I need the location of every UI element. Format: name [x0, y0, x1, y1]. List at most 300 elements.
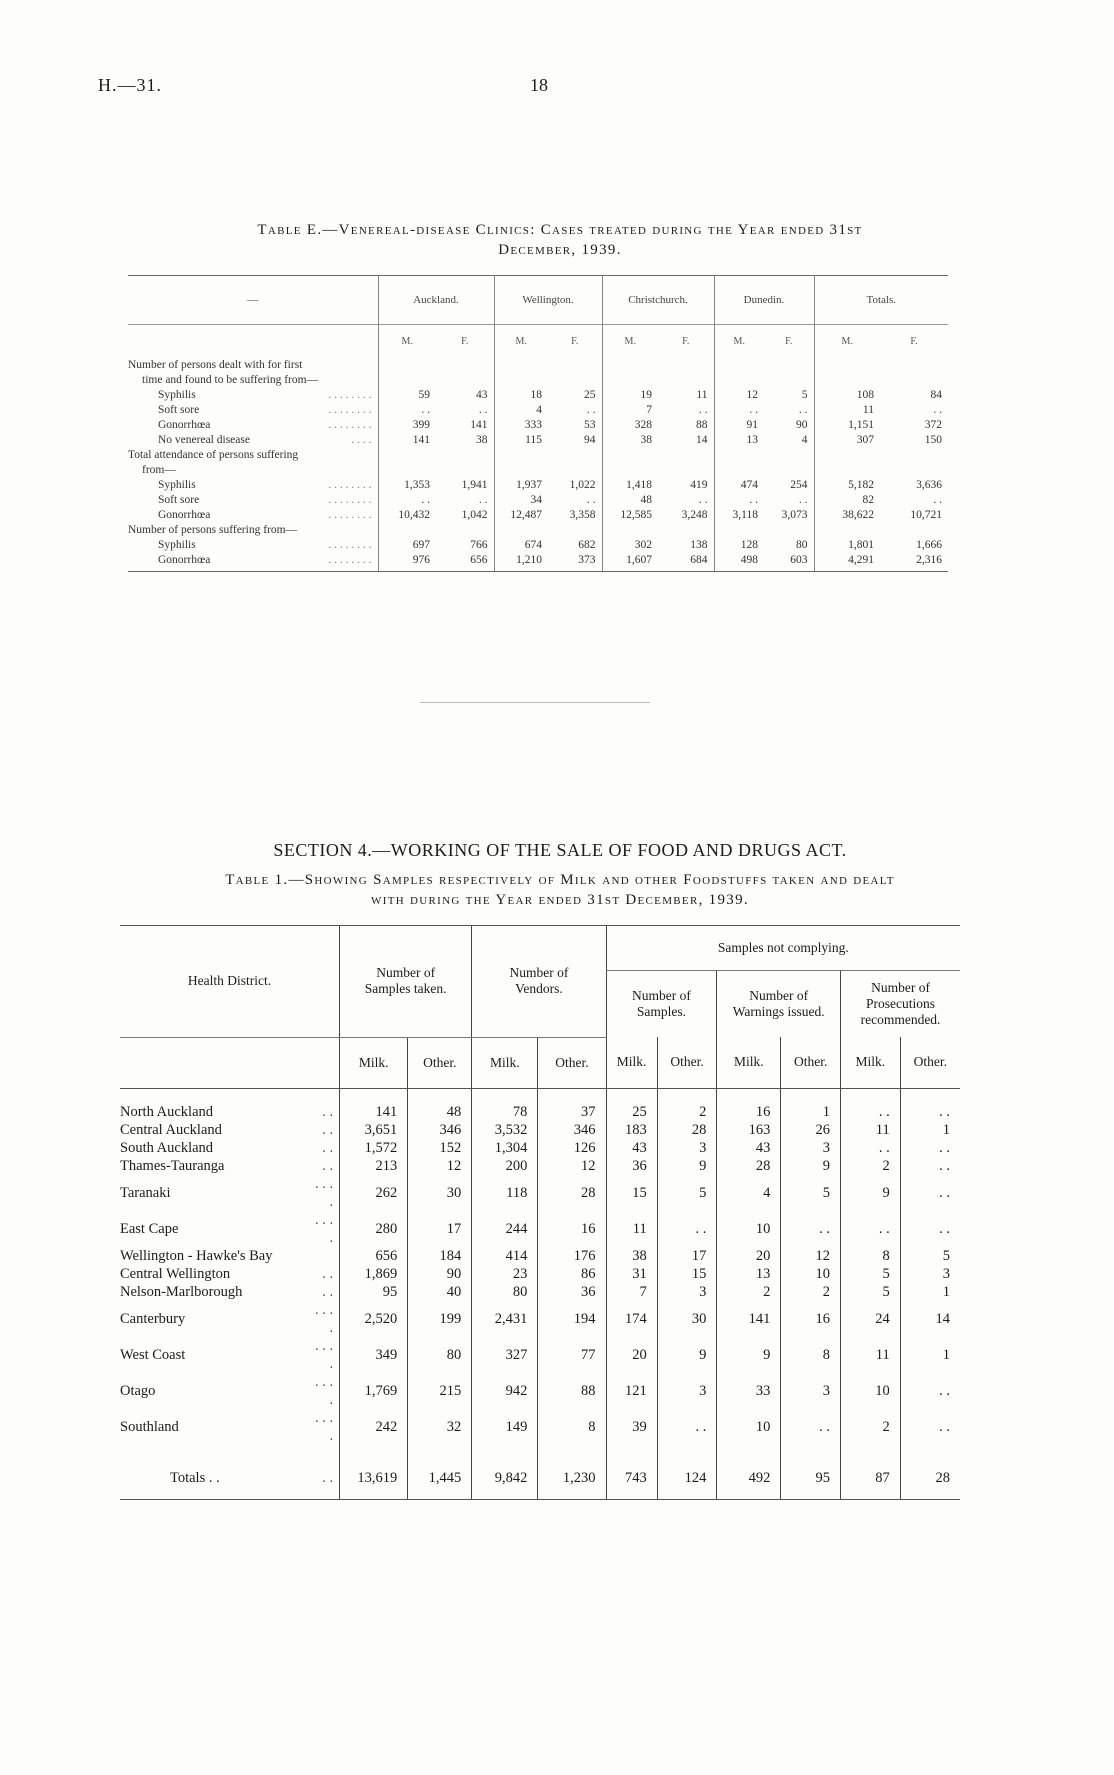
table-1-cell: 9: [781, 1157, 841, 1175]
district-name: North Auckland: [120, 1103, 214, 1120]
table-1-cell: 1,769: [340, 1373, 408, 1409]
table-e-row: [128, 477, 948, 492]
table-1-cell: 31: [606, 1265, 657, 1283]
samples-taken-header: Number of Samples taken.: [340, 926, 472, 1038]
table-1-cell: 2: [657, 1103, 717, 1121]
table-e-cell: 82: [814, 492, 880, 507]
table-e-cell: 684: [690, 553, 708, 566]
table-1-cell: 2: [717, 1283, 781, 1301]
table-1-cell: 5: [781, 1175, 841, 1211]
table-e-cell: 34: [494, 492, 548, 507]
table-1-cell: 14: [900, 1301, 960, 1337]
section-heading-text: time and found to be suffering from—: [142, 373, 319, 386]
leader-dots: . . . . . . . .: [328, 418, 372, 431]
row-label-cell: [128, 387, 378, 402]
table-1-cell: . .: [900, 1103, 960, 1121]
table-e-cell: 38: [602, 432, 658, 447]
table-1-cell: 28: [538, 1175, 606, 1211]
table-row: [120, 1157, 960, 1175]
sub-milk: Milk.: [340, 1037, 408, 1088]
row-label-cell: [128, 402, 378, 417]
district-name: West Coast: [120, 1346, 186, 1363]
table-e-cell: 1,941: [461, 478, 488, 491]
sub-other: Other.: [657, 1037, 717, 1088]
table-e-cell: . .: [714, 402, 764, 417]
district-name: Nelson-Marlborough: [120, 1283, 243, 1300]
table-1-cell: 2,431: [472, 1301, 538, 1337]
table-1-cell: 3: [657, 1373, 717, 1409]
table-1: [120, 925, 960, 1500]
table-e-cell: 1,418: [602, 477, 658, 492]
table-e-cell: . .: [378, 492, 436, 507]
table-1-cell: 141: [717, 1301, 781, 1337]
leader-dots: . .: [322, 1103, 334, 1120]
table-1-cell: 87: [841, 1459, 901, 1500]
table-1-cell: . .: [900, 1211, 960, 1247]
table-1-cell: 183: [606, 1121, 657, 1139]
table-1-cell: 9: [657, 1157, 717, 1175]
table-1-cell: 30: [408, 1175, 472, 1211]
table-e-sub-f: F.: [461, 335, 469, 347]
table-e-cell: . .: [378, 402, 436, 417]
table-e-cell: 697: [378, 537, 436, 552]
table-1-cell: . .: [900, 1139, 960, 1157]
table-1-cell: 942: [472, 1373, 538, 1409]
table-e-row: [128, 552, 948, 567]
table-1-cell: 88: [538, 1373, 606, 1409]
table-1-cell: 10: [717, 1211, 781, 1247]
table-row: [120, 1121, 960, 1139]
table-1-cell: 199: [408, 1301, 472, 1337]
table-e-cell: . .: [714, 492, 764, 507]
district-name: Totals . .: [120, 1459, 310, 1500]
table-e-section-heading: [128, 447, 948, 462]
district-name: Southland: [120, 1418, 179, 1435]
table-1-cell: 8: [841, 1247, 901, 1265]
row-label: Gonorrhœa: [158, 418, 211, 431]
table-row: [120, 1139, 960, 1157]
table-1-cell: 176: [538, 1247, 606, 1265]
table-e-cell: 1,607: [602, 552, 658, 567]
table-e-cell: 18: [494, 387, 548, 402]
row-label: Syphilis: [158, 538, 196, 551]
table-1-cell: 1,869: [340, 1265, 408, 1283]
sub-milk: Milk.: [841, 1037, 901, 1088]
page-number: 18: [530, 75, 548, 95]
table-1-cell: . .: [841, 1139, 901, 1157]
table-e-title-line2: December, 1939.: [498, 242, 622, 258]
table-1-cell: 15: [606, 1175, 657, 1211]
table-1-cell: . .: [900, 1157, 960, 1175]
row-label-cell: [128, 492, 378, 507]
table-e-cell: 141: [470, 418, 488, 431]
table-e-cell: 373: [578, 553, 596, 566]
leader-dots: . .: [322, 1283, 334, 1300]
table-e-cell: 25: [584, 388, 596, 401]
table-1-cell: 43: [606, 1139, 657, 1157]
section-divider: [420, 702, 650, 703]
table-e-row: [128, 402, 948, 417]
table-e-cell: 3,073: [781, 508, 808, 521]
table-row: [120, 1175, 960, 1211]
leader-dots: . . . . . . . .: [328, 508, 372, 521]
table-1-cell: 43: [717, 1139, 781, 1157]
row-label-cell: [128, 477, 378, 492]
sub-other: Other.: [408, 1037, 472, 1088]
table-row: [120, 1283, 960, 1301]
table-e-cell: 498: [714, 552, 764, 567]
table-e-row: [128, 432, 948, 447]
table-e-sub-f: F.: [910, 335, 918, 347]
table-1-cell: 12: [781, 1247, 841, 1265]
table-e-cell: 2,316: [916, 553, 942, 566]
table-e-cell: 3,118: [714, 507, 764, 522]
table-1-cell: 2: [841, 1157, 901, 1175]
table-e-cell: 94: [584, 433, 596, 446]
district-name: Central Auckland: [120, 1121, 222, 1138]
table-1-cell: 1: [900, 1283, 960, 1301]
table-e-section-heading: [128, 462, 948, 477]
table-1-cell: 1,572: [340, 1139, 408, 1157]
table-1-cell: 36: [538, 1283, 606, 1301]
row-label-cell: [128, 507, 378, 522]
table-e-cell: 1,042: [461, 508, 488, 521]
table-1-cell: 118: [472, 1175, 538, 1211]
row-label: Syphilis: [158, 478, 196, 491]
table-1-cell: 656: [340, 1247, 408, 1265]
district-name: Canterbury: [120, 1310, 186, 1327]
table-1-cell: 9: [841, 1175, 901, 1211]
table-row: [120, 1337, 960, 1373]
table-1-cell: 1: [900, 1337, 960, 1373]
table-1-cell: 11: [606, 1211, 657, 1247]
table-1-cell: 48: [408, 1103, 472, 1121]
table-e-cell: 11: [696, 388, 708, 401]
table-e-cell: 115: [494, 432, 548, 447]
leader-dots: . . . . . . . .: [328, 478, 372, 491]
table-1-cell: 10: [717, 1409, 781, 1445]
table-e-sub-f: F.: [571, 335, 579, 347]
table-1-cell: 90: [408, 1265, 472, 1283]
table-1-cell: 327: [472, 1337, 538, 1373]
health-district-header: Health District.: [120, 926, 340, 1038]
table-e-cell: 12: [714, 387, 764, 402]
table-1-cell: 17: [657, 1247, 717, 1265]
num-samples-header: Number of Samples.: [606, 971, 717, 1038]
sub-milk: Milk.: [717, 1037, 781, 1088]
table-1-cell: 346: [538, 1121, 606, 1139]
table-e-cell: . .: [586, 493, 596, 506]
table-row: [120, 1301, 960, 1337]
table-1-cell: 20: [606, 1337, 657, 1373]
table-1-cell: 26: [781, 1121, 841, 1139]
table-1-cell: 1,230: [538, 1459, 606, 1500]
table-e-cell: 766: [470, 538, 488, 551]
table-1-cell: . .: [841, 1211, 901, 1247]
table-1-cell: 10: [781, 1265, 841, 1283]
table-e-group-header: [128, 276, 948, 325]
table-e-cell: 5: [801, 388, 808, 401]
prosecutions-header: Number of Prosecutions recommended.: [841, 971, 960, 1038]
leader-dots: . . . .: [314, 1301, 334, 1336]
table-e-cell: 399: [378, 417, 436, 432]
row-label: Syphilis: [158, 388, 196, 401]
table-e-cell: 254: [790, 478, 808, 491]
table-e-cell: 4: [494, 402, 548, 417]
table-e-cell: 474: [714, 477, 764, 492]
table-e-cell: 3,358: [569, 508, 596, 521]
section-4-heading: SECTION 4.—WORKING OF THE SALE OF FOOD AND DRUGS ACT.: [273, 840, 847, 860]
table-1-cell: 9: [717, 1337, 781, 1373]
row-label: Soft sore: [158, 403, 200, 416]
table-1-cell: 5: [841, 1283, 901, 1301]
row-label: Gonorrhœa: [158, 508, 211, 521]
table-1-cell: 200: [472, 1157, 538, 1175]
table-1-cell: 1: [781, 1103, 841, 1121]
table-e-cell: 5,182: [814, 477, 880, 492]
district-name: East Cape: [120, 1220, 179, 1237]
table-1-cell: 3: [900, 1265, 960, 1283]
table-e-title-line1: Table E.—Venereal-disease Clinics: Cases treated during the Year ended 31st: [257, 222, 863, 238]
row-label: Soft sore: [158, 493, 200, 506]
table-1-cell: 184: [408, 1247, 472, 1265]
table-e-sub-m: M.: [814, 325, 880, 358]
leader-dots: . . . .: [314, 1409, 334, 1444]
leader-dots: . . . .: [314, 1175, 334, 1210]
table-e-cell: 108: [814, 387, 880, 402]
table-e-cell: 12,585: [602, 507, 658, 522]
table-e-cell: 302: [602, 537, 658, 552]
table-e-cell: 11: [814, 402, 880, 417]
district-name: Central Wellington: [120, 1265, 231, 1282]
table-1-cell: 194: [538, 1301, 606, 1337]
table-1-cell: 121: [606, 1373, 657, 1409]
table-1-cell: 349: [340, 1337, 408, 1373]
table-e-cell: 59: [378, 387, 436, 402]
table-e-row: [128, 507, 948, 522]
table-e-sub-f: F.: [682, 335, 690, 347]
table-1-cell: 4: [717, 1175, 781, 1211]
table-e-cell: 7: [602, 402, 658, 417]
table-e-sub-m: M.: [602, 325, 658, 358]
table-e-sub-m: M.: [494, 325, 548, 358]
table-1-cell: 39: [606, 1409, 657, 1445]
table-1-cell: . .: [657, 1409, 717, 1445]
table-e-group-auckland: Auckland.: [378, 276, 494, 325]
table-e-cell: 656: [470, 553, 488, 566]
table-1-header-row-1: [120, 926, 960, 971]
table-e-cell: . .: [798, 493, 808, 506]
table-e-section-heading: [128, 522, 948, 537]
row-label-cell: [128, 552, 378, 567]
table-1-cell: 80: [472, 1283, 538, 1301]
table-row: [120, 1373, 960, 1409]
table-1-cell: 414: [472, 1247, 538, 1265]
table-e-cell: 333: [494, 417, 548, 432]
leader-dots: . . . .: [314, 1337, 334, 1372]
table-1-cell: 2,520: [340, 1301, 408, 1337]
table-1-cell: 174: [606, 1301, 657, 1337]
table-1-cell: 242: [340, 1409, 408, 1445]
table-e-cell: 1,353: [378, 477, 436, 492]
table-e-sex-header: [128, 325, 948, 358]
table-1-cell: 77: [538, 1337, 606, 1373]
leader-dots: [310, 1247, 340, 1265]
table-1-cell: 743: [606, 1459, 657, 1500]
table-e-cell: 141: [378, 432, 436, 447]
table-1-cell: 25: [606, 1103, 657, 1121]
table-1-cell: 95: [781, 1459, 841, 1500]
table-1-cell: 40: [408, 1283, 472, 1301]
table-1-cell: . .: [841, 1103, 901, 1121]
table-e-sub-m: M.: [714, 325, 764, 358]
table-row: [120, 1409, 960, 1445]
row-label: No venereal disease: [158, 433, 250, 446]
table-e-cell: 419: [690, 478, 708, 491]
table-e-sub-f: F.: [785, 335, 793, 347]
sub-other: Other.: [538, 1037, 606, 1088]
table-e-cell: 48: [602, 492, 658, 507]
table-e-section-heading: [128, 357, 948, 372]
section-heading-text: Number of persons dealt with for first: [128, 358, 303, 371]
table-1-cell: 3: [781, 1373, 841, 1409]
table-1-cell: 80: [408, 1337, 472, 1373]
table-e-cell: 4: [801, 433, 808, 446]
table-e-cell: . .: [478, 403, 488, 416]
leader-dots: . .: [322, 1157, 334, 1174]
table-1-cell: 3: [657, 1139, 717, 1157]
table-1-cell: 12: [408, 1157, 472, 1175]
table-e-cell: 307: [814, 432, 880, 447]
table-1-cell: 7: [606, 1283, 657, 1301]
table-1-cell: 30: [657, 1301, 717, 1337]
table-1-cell: 2: [781, 1283, 841, 1301]
table-1-cell: . .: [900, 1373, 960, 1409]
section-heading-text: Total attendance of persons suffering: [128, 448, 299, 461]
table-1-cell: 24: [841, 1301, 901, 1337]
table-1-cell: 280: [340, 1211, 408, 1247]
totals-row: [120, 1459, 960, 1500]
table-e-cell: 43: [476, 388, 488, 401]
table-1-cell: 32: [408, 1409, 472, 1445]
sub-milk: Milk.: [472, 1037, 538, 1088]
table-1-cell: 13,619: [340, 1459, 408, 1500]
table-1-cell: 78: [472, 1103, 538, 1121]
table-e-cell: 10,432: [378, 507, 436, 522]
table-1-cell: 9: [657, 1337, 717, 1373]
leader-dots: . . . .: [314, 1211, 334, 1246]
table-1-cell: 141: [340, 1103, 408, 1121]
row-label-cell: [128, 537, 378, 552]
leader-dots: . .: [310, 1459, 340, 1500]
table-e-cell: . .: [698, 493, 708, 506]
sub-milk: Milk.: [606, 1037, 657, 1088]
table-e-cell: 1,937: [494, 477, 548, 492]
table-1-cell: 1,304: [472, 1139, 538, 1157]
district-name: Taranaki: [120, 1184, 171, 1201]
table-1-cell: 33: [717, 1373, 781, 1409]
table-1-cell: 8: [781, 1337, 841, 1373]
table-1-cell: 16: [538, 1211, 606, 1247]
table-1-cell: 213: [340, 1157, 408, 1175]
table-e-cell: 976: [378, 552, 436, 567]
table-e-cell: 19: [602, 387, 658, 402]
table-1-cell: 37: [538, 1103, 606, 1121]
table-1-cell: . .: [657, 1211, 717, 1247]
table-row: [120, 1103, 960, 1121]
table-1-cell: 1,445: [408, 1459, 472, 1500]
table-e-cell: . .: [933, 493, 942, 506]
table-1-cell: 28: [657, 1121, 717, 1139]
leader-dots: . .: [322, 1265, 334, 1282]
table-e-cell: 88: [696, 418, 708, 431]
table-1-cell: 152: [408, 1139, 472, 1157]
table-1-title: [120, 870, 1000, 910]
table-e-cell: . .: [798, 403, 808, 416]
table-e-cell: 38,622: [814, 507, 880, 522]
table-1-title-line2: with during the Year ended 31st December, 1939.: [371, 892, 749, 908]
table-e-sub-m: M.: [378, 325, 436, 358]
table-e-cell: . .: [933, 403, 942, 416]
table-e-group-wellington: Wellington.: [494, 276, 602, 325]
table-1-cell: 16: [781, 1301, 841, 1337]
section-heading-text: Number of persons suffering from—: [128, 523, 298, 536]
table-e-cell: 53: [584, 418, 596, 431]
table-e-row: [128, 492, 948, 507]
table-1-title-line1: Table 1.—Showing Samples respectively of Milk and other Foodstuffs taken and dealt: [225, 872, 895, 888]
table-1-cell: 17: [408, 1211, 472, 1247]
not-complying-header: Samples not complying.: [606, 926, 960, 971]
row-label-cell: [128, 432, 378, 447]
table-e-title: [120, 220, 1000, 260]
table-e-cell: 372: [924, 418, 942, 431]
table-1-cell: 5: [900, 1247, 960, 1265]
table-1-cell: 149: [472, 1409, 538, 1445]
table-1-cell: 215: [408, 1373, 472, 1409]
table-1-cell: . .: [781, 1211, 841, 1247]
table-1-cell: 11: [841, 1121, 901, 1139]
table-e: [128, 275, 948, 572]
leader-dots: . .: [322, 1139, 334, 1156]
table-1-cell: 5: [657, 1175, 717, 1211]
table-e-cell: 12,487: [494, 507, 548, 522]
leader-dots: . . . .: [314, 1373, 334, 1408]
table-1-cell: 3,651: [340, 1121, 408, 1139]
table-1-cell: 13: [717, 1265, 781, 1283]
table-1-cell: 2: [841, 1409, 901, 1445]
table-e-cell: . .: [478, 493, 488, 506]
leader-dots: . . . . . . . .: [328, 493, 372, 506]
table-1-cell: . .: [781, 1409, 841, 1445]
warnings-header: Number of Warnings issued.: [717, 971, 841, 1038]
table-1-cell: 3: [657, 1283, 717, 1301]
leader-dots: . .: [322, 1121, 334, 1138]
table-1-cell: 3: [781, 1139, 841, 1157]
table-1-cell: . .: [900, 1175, 960, 1211]
table-e-body: [128, 357, 948, 567]
table-1-cell: 20: [717, 1247, 781, 1265]
leader-dots: . . . . . . . .: [328, 403, 372, 416]
table-row: [120, 1247, 960, 1265]
table-1-cell: 28: [717, 1157, 781, 1175]
row-label-cell: [128, 417, 378, 432]
table-1-cell: 38: [606, 1247, 657, 1265]
table-1-cell: 23: [472, 1265, 538, 1283]
table-1-cell: 244: [472, 1211, 538, 1247]
leader-dots: . . . . . . . .: [328, 538, 372, 551]
row-label: Gonorrhœa: [158, 553, 211, 566]
table-1-cell: . .: [900, 1409, 960, 1445]
